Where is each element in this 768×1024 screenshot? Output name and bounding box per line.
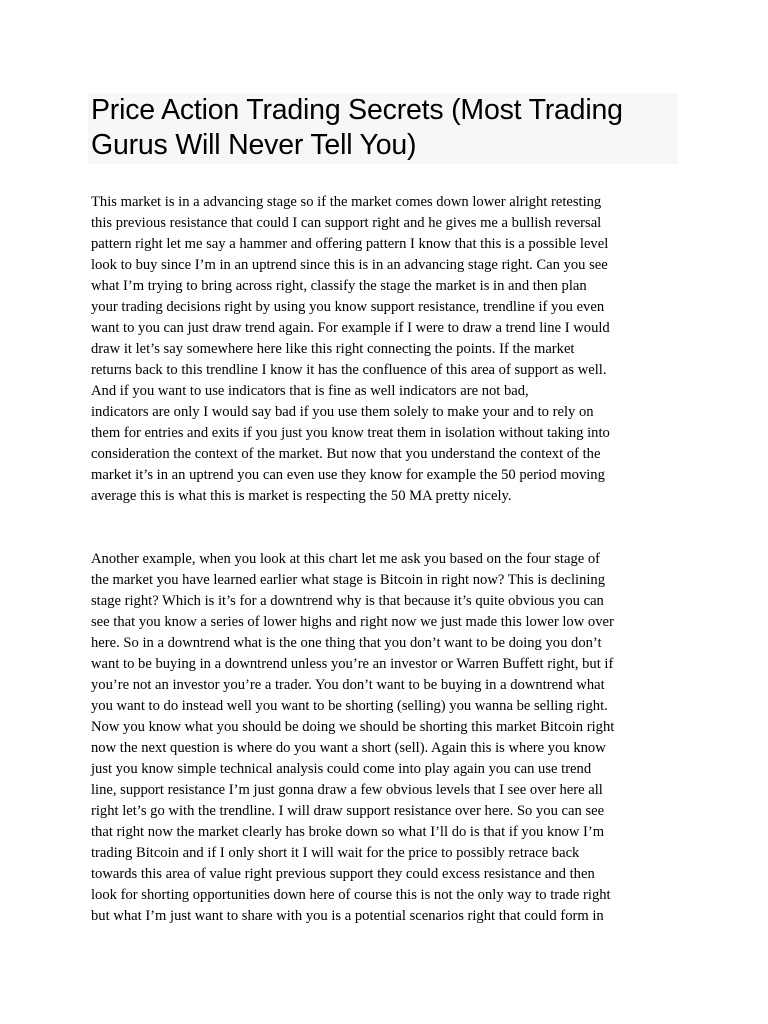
text-line: you want to do instead well you want to be shorting (selling) you wanna be selling right. — [91, 698, 608, 714]
text-line: trading Bitcoin and if I only short it I will wait for the price to possibly retrace back — [91, 845, 580, 861]
text-line: And if you want to use indicators that is fine as well indicators are not bad, — [91, 383, 529, 399]
text-line: Another example, when you look at this chart let me ask you based on the four stage of — [91, 551, 601, 567]
text-line: them for entries and exits if you just you know treat them in isolation without taking into — [91, 425, 610, 441]
title-line: Price Action Trading Secrets (Most Trading — [91, 94, 623, 126]
text-line: pattern right let me say a hammer and offering pattern I know that this is a possible level — [91, 236, 609, 252]
text-line: indicators are only I would say bad if you use them solely to make your and to rely on — [91, 404, 594, 420]
text-line: stage right? Which is it’s for a downtrend why is that because it’s quite obvious you can — [91, 593, 604, 609]
text-line: but what I’m just want to share with you is a potential scenarios right that could form in — [91, 908, 604, 924]
text-line: market it’s in an uptrend you can even use they know for example the 50 period moving — [91, 467, 605, 483]
text-line: that right now the market clearly has broke down so what I’ll do is that if you know I’m — [91, 824, 605, 840]
text-line: now the next question is where do you want a short (sell). Again this is where you know — [91, 740, 606, 756]
text-line: want to be buying in a downtrend unless you’re an investor or Warren Buffett right, but if — [91, 656, 614, 672]
text-line: consideration the context of the market. But now that you understand the context of the — [91, 446, 601, 462]
paragraph-2 — [91, 549, 675, 927]
text-line: just you know simple technical analysis could come into play again you can use trend — [91, 761, 592, 777]
text-line: average this is what this is market is respecting the 50 MA pretty nicely. — [91, 488, 512, 504]
text-line: what I’m trying to bring across right, classify the stage the market is in and then plan — [91, 278, 587, 294]
text-line: see that you know a series of lower highs and right now we just made this lower low over — [91, 614, 614, 630]
text-line: towards this area of value right previous support they could excess resistance and then — [91, 866, 595, 882]
title-line: Gurus Will Never Tell You) — [91, 129, 417, 161]
document-title — [88, 93, 678, 163]
text-line: right let’s go with the trendline. I will draw support resistance over here. So you can see — [91, 803, 605, 819]
text-line: your trading decisions right by using you know support resistance, trendline if you even — [91, 299, 605, 315]
text-line: here. So in a downtrend what is the one thing that you don’t want to be doing you don’t — [91, 635, 602, 651]
text-line: returns back to this trendline I know it has the confluence of this area of support as well. — [91, 362, 607, 378]
text-line: you’re not an investor you’re a trader. You don’t want to be buying in a downtrend what — [91, 677, 605, 693]
text-line: the market you have learned earlier what stage is Bitcoin in right now? This is declining — [91, 572, 606, 588]
title-block — [88, 93, 678, 164]
text-line: This market is in a advancing stage so if the market comes down lower alright retesting — [91, 194, 602, 210]
text-line: Now you know what you should be doing we should be shorting this market Bitcoin right — [91, 719, 615, 735]
text-line: this previous resistance that could I can support right and he gives me a bullish reversal — [91, 215, 602, 231]
paragraph-1 — [91, 192, 675, 507]
text-line: line, support resistance I’m just gonna draw a few obvious levels that I see over here all — [91, 782, 603, 798]
text-line: look for shorting opportunities down here of course this is not the only way to trade right — [91, 887, 611, 903]
text-line: draw it let’s say somewhere here like this right connecting the points. If the market — [91, 341, 575, 357]
text-line: want to you can just draw trend again. For example if I were to draw a trend line I would — [91, 320, 610, 336]
text-line: look to buy since I’m in an uptrend since this is in an advancing stage right. Can you see — [91, 257, 608, 273]
